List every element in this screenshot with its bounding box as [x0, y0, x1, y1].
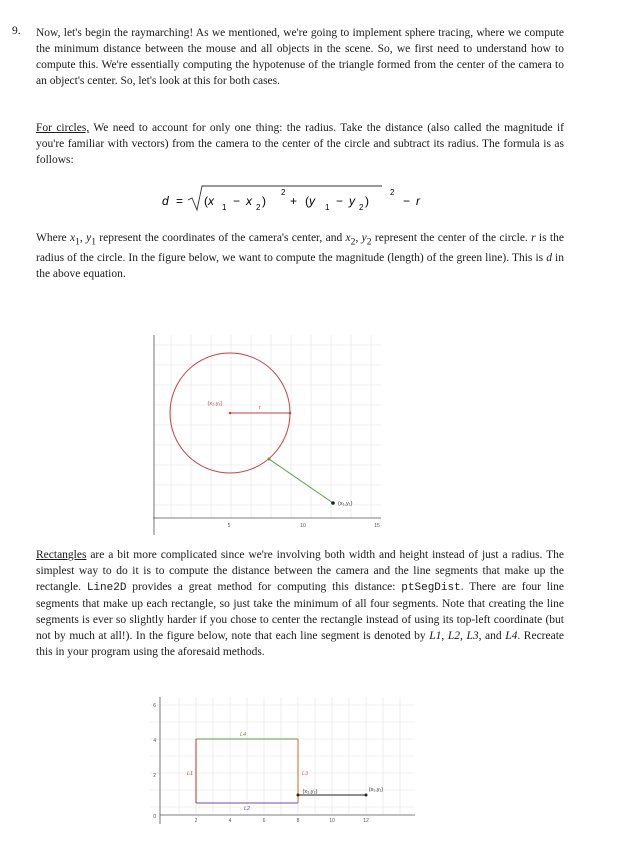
svg-text:−: −	[403, 194, 411, 208]
y-tick-0: 0	[153, 814, 156, 820]
rectangles-heading: Rectangles	[36, 549, 87, 561]
x-tick-4: 4	[228, 818, 232, 824]
x-tick-10: 10	[300, 523, 306, 529]
svg-text:2: 2	[281, 188, 286, 197]
label-l4: L4	[239, 732, 247, 738]
var-y1: y	[86, 232, 92, 244]
x-tick-10: 10	[329, 818, 335, 824]
circle-edge-point	[268, 458, 271, 461]
y-tick-2: 2	[153, 773, 156, 779]
circles-heading: For circles,	[36, 122, 90, 134]
svg-text:+: +	[290, 194, 298, 208]
distance-formula	[150, 183, 450, 213]
label-l2: L2	[243, 806, 251, 812]
circle-center-point	[229, 412, 232, 415]
var-r: r	[531, 232, 536, 244]
circles-paragraph	[36, 120, 564, 168]
rectangles-paragraph: Rectangles are a bit more complicated since we're involving both width and height instead of just a radius. The simplest way to do it is to compute the distance between the camera and the line segments that make up the rectangle. Line2D provides a great method for computing this distance: ptSegDist. There are four line segments that make up each rectangle, so just take the minimum of all four segments. Note that creating the line segments is ever so slightly harder if you chose to center the rectangle instead of using its top-left coordinate (but not by much at all!). In the figure below, note that each line segment is denoted by L1, L2, L3, and L4. Recreate this in your program using the aforesaid methods.	[36, 549, 565, 658]
label-l1: L1	[186, 771, 194, 777]
formula-d: d	[162, 194, 169, 208]
svg-text:): )	[365, 194, 369, 208]
rectangle-figure	[150, 697, 415, 824]
var-d: d	[546, 252, 552, 265]
x-tick-15: 15	[374, 523, 380, 529]
grid	[153, 335, 381, 518]
x-tick-8: 8	[296, 818, 300, 824]
svg-text:1: 1	[325, 203, 330, 212]
formula-eq: =	[176, 194, 184, 208]
rect-center-label: (x₂,y₂)	[302, 789, 318, 795]
var-y2: y	[361, 232, 367, 244]
svg-text:(y: (y	[305, 194, 315, 208]
x-tick-12: 12	[363, 818, 369, 824]
svg-text:1: 1	[222, 203, 227, 212]
camera-label: (x₁,y₁)	[338, 501, 353, 507]
svg-text:r: r	[416, 194, 420, 208]
code-ptsegdist: ptSegDist	[401, 582, 461, 594]
x-tick-6: 6	[262, 818, 266, 824]
x-tick-5: 5	[227, 523, 231, 529]
variables-paragraph: Where $x_1$, $y_1$ represent the coordinates of the camera's center, and $x_2$, $y_2$ represent the center of the circle. r is the radius of the circle. In the figure below, we want to compute the magnitude (length) of the green line). This is d in the above equation.	[36, 232, 564, 281]
circles-text: We need to account for only one thing: the radius. Take the distance (also called the magnitude if you're familiar with vectors) from the camera to the center of the circle and subtract its radius. The formula is as follows:	[36, 122, 564, 166]
radius-label: r	[259, 405, 261, 411]
camera-point	[365, 794, 368, 797]
circle-figure	[153, 335, 381, 535]
var-x1: x	[69, 232, 76, 244]
radius-end-point	[289, 412, 292, 415]
item-number: 9.	[12, 25, 21, 37]
camera-point	[331, 501, 335, 505]
svg-text:2: 2	[256, 203, 261, 212]
grid	[150, 697, 415, 815]
circle-center-label: (x₂,y₂)	[207, 401, 223, 407]
y-tick-6: 6	[153, 703, 156, 709]
svg-text:(x: (x	[204, 194, 214, 208]
svg-text:x: x	[246, 194, 252, 208]
code-line2d: Line2D	[86, 582, 127, 594]
label-l3: L3	[301, 771, 309, 777]
svg-text:−: −	[336, 194, 344, 208]
svg-text:2: 2	[359, 203, 364, 212]
svg-text:): )	[262, 194, 266, 208]
distance-line	[269, 459, 333, 503]
y-tick-4: 4	[153, 738, 156, 744]
svg-text:−: −	[233, 194, 241, 208]
svg-text:2: 2	[390, 188, 395, 197]
rect-center-point	[297, 794, 300, 797]
svg-text:y: y	[349, 194, 355, 208]
camera-label: (x₁,y₁)	[368, 787, 384, 793]
intro-paragraph: Now, let's begin the raymarching! As we mentioned, we're going to implement sphere tracing, where we compute the minimum distance between the mouse and all objects in the scene. So, we first need to understand how to compute this. We're essentially computing the hypotenuse of the triangle formed from the center of the camera to an object's center. So, let's look at this for both cases.	[36, 27, 564, 87]
x-tick-2: 2	[194, 818, 198, 824]
var-x2: x	[345, 232, 351, 244]
